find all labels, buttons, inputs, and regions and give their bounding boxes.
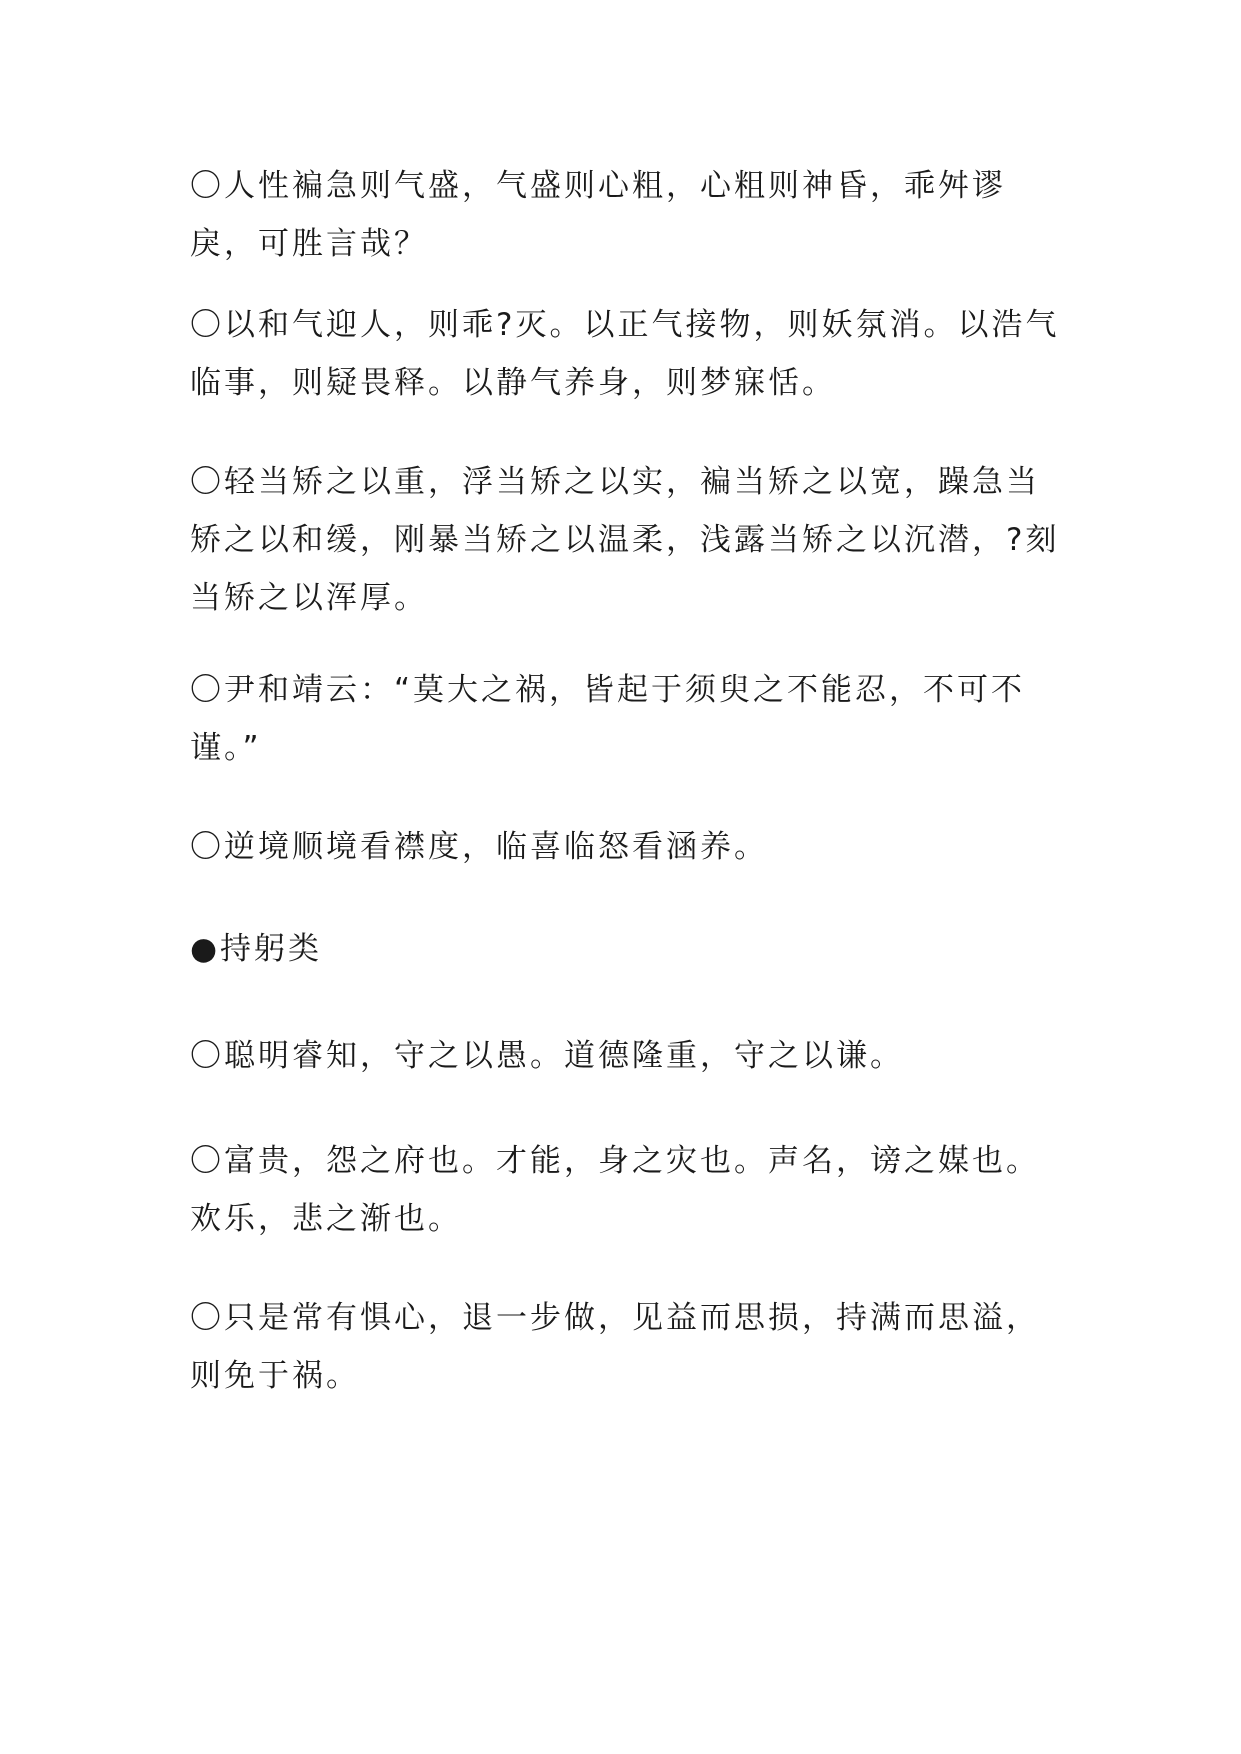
paragraph-wealth-resentment: 〇富贵，怨之府也。才能，身之灾也。声名，谤之媒也。欢乐，悲之渐也。 [190,1143,1040,1237]
paragraph-yin-hejing-quote: 〇尹和靖云：“莫大之祸，皆起于须臾之不能忍，不可不谨。” [190,672,1026,766]
section-heading-chigong: ●持躬类 [190,931,323,967]
paragraph-correcting-faults: 〇轻当矫之以重，浮当矫之以实，褊当矫之以宽，躁急当矫之以和缓，刚暴当矫之以温柔，浅露当矫之以沉潜，?刻当矫之以浑厚。 [190,464,1060,616]
paragraph-adversity: 〇逆境顺境看襟度，临喜临怒看涵养。 [190,829,768,865]
paragraph-fear-heart: 〇只是常有惧心，退一步做，见益而思损，持满而思溢，则免于祸。 [190,1300,1040,1394]
paragraph-wisdom-humility: 〇聪明睿知，守之以愚。道德隆重，守之以谦。 [190,1038,904,1074]
paragraph-temper: 〇人性褊急则气盛，气盛则心粗，心粗则神昏，乖舛谬戾，可胜言哉？ [190,168,1006,262]
paragraph-harmonious-qi: 〇以和气迎人，则乖?灭。以正气接物，则妖氛消。以浩气临事，则疑畏释。以静气养身，则梦寐恬。 [190,307,1060,401]
